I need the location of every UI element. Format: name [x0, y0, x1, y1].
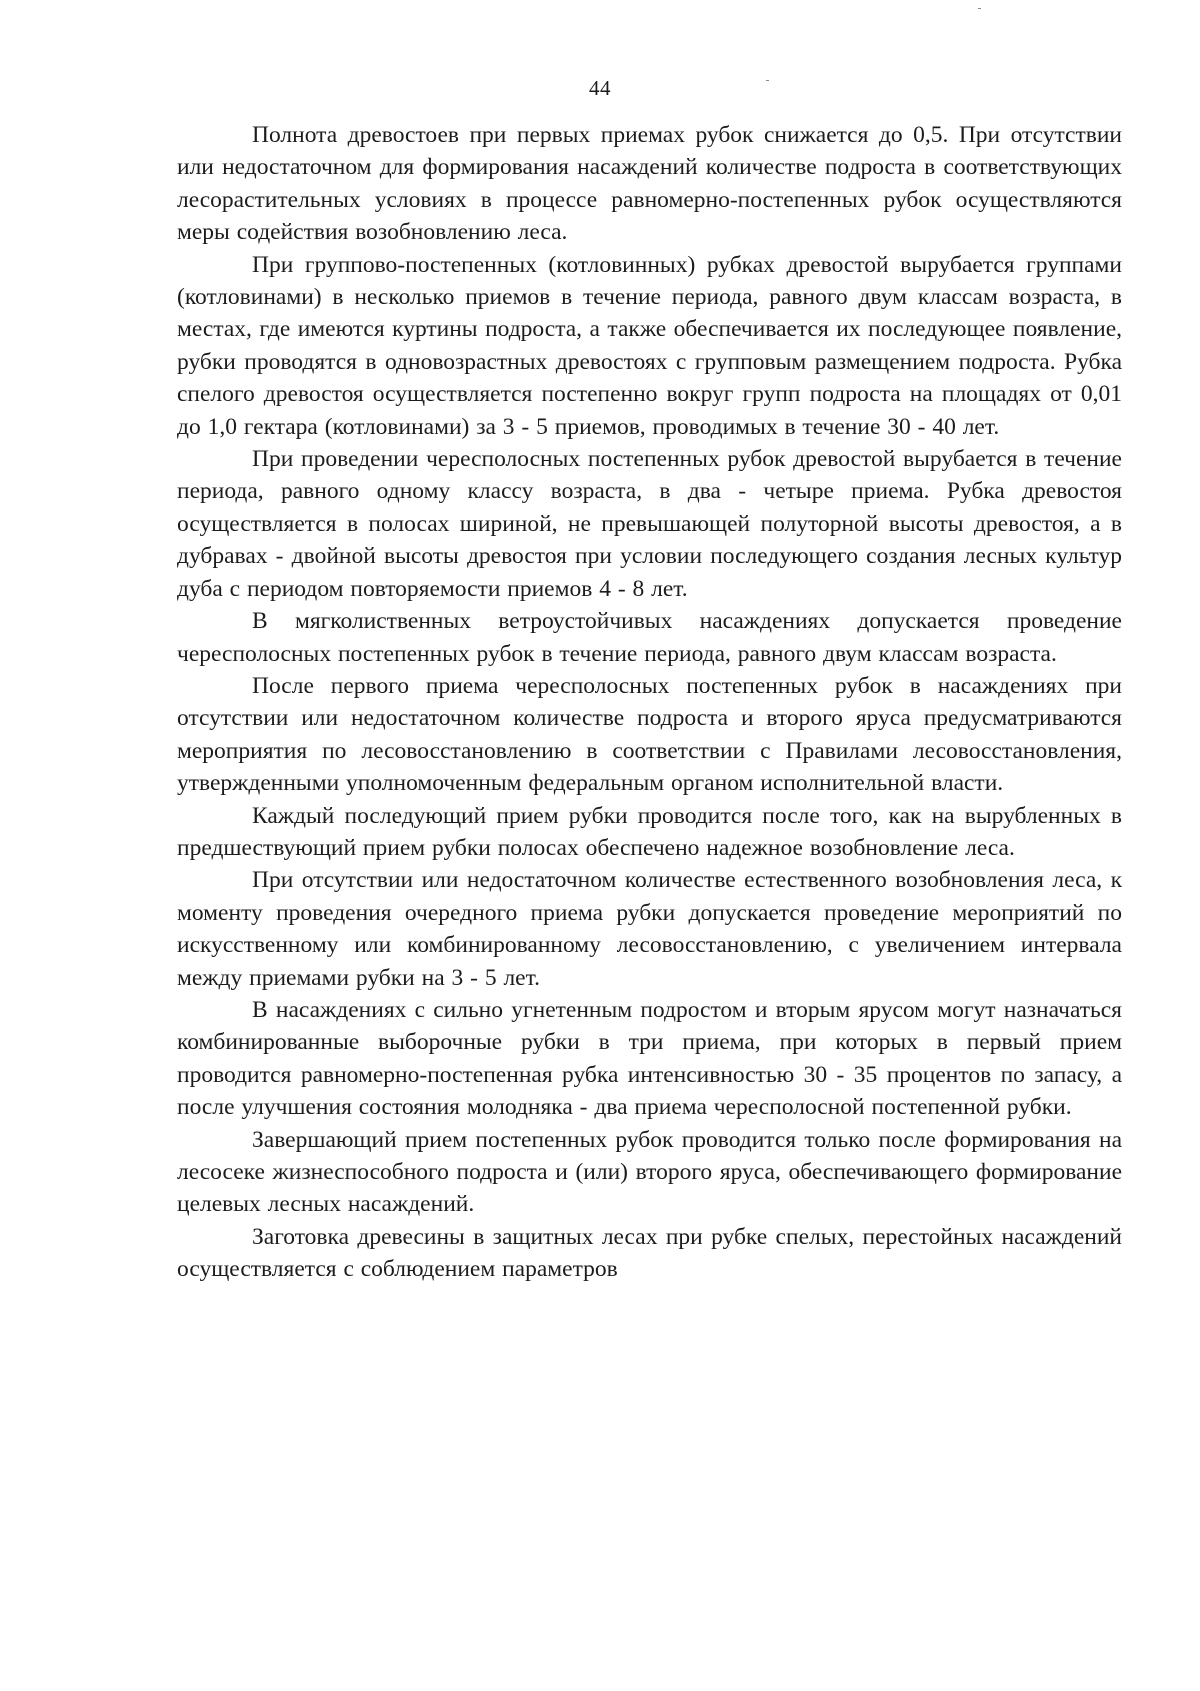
paragraph: В насаждениях с сильно угнетенным подростом и вторым ярусом могут назначаться комбинированные выборочные рубки в три приема, при которых в первый прием проводится равномерно-постепенная рубка интенсивностью 30 - 35 процентов по запасу, а после улучшения состояния молодняка - два приема чересполосной постепенной рубки. — [177, 996, 1122, 1121]
page-number: 44 — [589, 76, 611, 100]
document-body — [177, 119, 1122, 1286]
scan-speck — [978, 8, 981, 9]
paragraph: При проведении чересполосных постепенных рубок древостой вырубается в течение периода, равного одному классу возраста, в два - четыре приема. Рубка древостоя осуществляется в полосах шириной, не превышающей полуторной высоты древостоя, а в дубравах - двойной высоты древостоя при условии последующего создания лесных культур дуба с периодом повторяемости приемов 4 - 8 лет. — [177, 446, 1122, 602]
paragraph: В мягколиственных ветроустойчивых насаждениях допускается проведение чересполосных постепенных рубок в течение периода, равного двум классам возраста. — [177, 608, 1122, 667]
paragraph: Завершающий прием постепенных рубок проводится только после формирования на лесосеке жизнеспособного подроста и (или) второго яруса, обеспечивающего формирование целевых лесных насаждений. — [177, 1126, 1122, 1218]
paragraph: Каждый последующий прием рубки проводится после того, как на вырубленных в предшествующий прием рубки полосах обеспечено надежное возобновление леса. — [177, 802, 1122, 861]
paragraph: После первого приема чересполосных постепенных рубок в насаждениях при отсутствии или недостаточном количестве подроста и второго яруса предусматриваются мероприятия по лесовосстановлению в соответствии с Правилами лесовосстановления, утвержденными уполномоченным федеральным органом исполнительной власти. — [177, 672, 1122, 797]
paragraph: При группово-постепенных (котловинных) рубках древостой вырубается группами (котловинами) в несколько приемов в течение периода, равного двум классам возраста, в местах, где имеются куртины подроста, а также обеспечивается их последующее появление, рубки проводятся в одновозрастных древостоях с групповым размещением подроста. Рубка спелого древостоя осуществляется постепенно вокруг групп подроста на площадях от 0,01 до 1,0 гектара (котловинами) за 3 - 5 приемов, проводимых в течение 30 - 40 лет. — [177, 251, 1122, 440]
paragraph: Полнота древостоев при первых приемах рубок снижается до 0,5. При отсутствии или недостаточном для формирования насаждений количестве подроста в соответствующих лесорастительных условиях в процессе равномерно-постепенных рубок осуществляются меры содействия возобновлению леса. — [177, 122, 1122, 246]
paragraph: При отсутствии или недостаточном количестве естественного возобновления леса, к моменту проведения очередного приема рубки допускается проведение мероприятий по искусственному или комбинированному лесовосстановлению, с увеличением интервала между приемами рубки на 3 - 5 лет. — [177, 867, 1122, 991]
scan-speck — [766, 80, 769, 81]
paragraph: Заготовка древесины в защитных лесах при рубке спелых, перестойных насаждений осуществляется с соблюдением параметров — [177, 1223, 1122, 1283]
